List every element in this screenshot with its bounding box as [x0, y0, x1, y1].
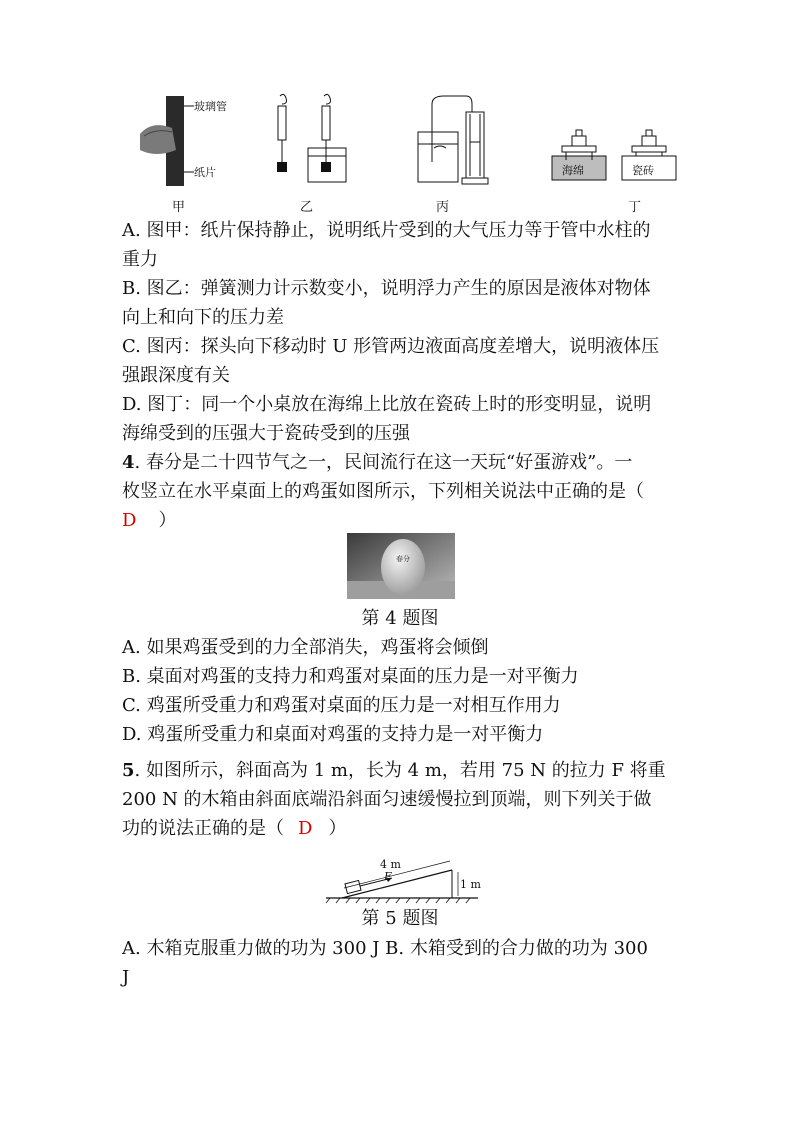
q4-option-b: B. 桌面对鸡蛋的支持力和鸡蛋对桌面的压力是一对平衡力	[122, 666, 579, 687]
q5-options-line1: A. 木箱克服重力做的功为 300 J B. 木箱受到的合力做的功为 300	[122, 938, 648, 959]
caption-ding: 丁	[628, 200, 642, 215]
label-tile: 瓷砖	[632, 164, 654, 177]
q5-stem-text3: 功的说法正确的是（	[122, 818, 284, 839]
label-sponge: 海绵	[562, 164, 584, 177]
q5-number: 5	[122, 760, 135, 781]
q3-option-a-line2: 重力	[122, 249, 158, 270]
egg-photo	[347, 533, 455, 599]
q5-answer: D	[298, 818, 313, 839]
q3-option-c-line2: 强跟深度有关	[122, 365, 230, 386]
q4-answer: D	[122, 510, 137, 531]
q4-close-paren: ）	[158, 510, 177, 531]
incline-height-label: 1 m	[460, 878, 481, 891]
caption-yi: 乙	[300, 200, 314, 215]
q5-stem-line2: 200 N 的木箱由斜面底端沿斜面匀速缓慢拉到顶端，则下列关于做	[122, 789, 652, 810]
label-glass-tube: 玻璃管	[194, 100, 227, 113]
incline-figure	[322, 848, 482, 908]
q5-figure-caption: 第 5 题图	[361, 908, 439, 929]
q3-option-d-line1: D. 图丁：同一个小桌放在海绵上比放在瓷砖上时的形变明显，说明	[122, 394, 652, 415]
q4-stem-line1	[122, 452, 632, 474]
caption-jia: 甲	[172, 200, 186, 215]
q5-stem-line3	[122, 818, 346, 840]
figure-ding	[546, 92, 696, 192]
q4-answer-line	[122, 510, 176, 532]
label-paper: 纸片	[194, 166, 216, 179]
q3-option-d-line2: 海绵受到的压强大于瓷砖受到的压强	[122, 423, 410, 444]
figure-yi	[266, 92, 376, 192]
figure-jia	[132, 92, 242, 192]
q5-options-line2: J	[122, 967, 130, 988]
q4-option-d: D. 鸡蛋所受重力和桌面对鸡蛋的支持力是一对平衡力	[122, 724, 544, 745]
q4-number: 4	[122, 452, 135, 473]
top-figures	[118, 92, 698, 215]
caption-bing: 丙	[436, 200, 450, 215]
q3-option-b-line1: B. 图乙：弹簧测力计示数变小，说明浮力产生的原因是液体对物体	[122, 278, 651, 299]
q3-option-b-line2: 向上和向下的压力差	[122, 307, 284, 328]
q5-close-paren: ）	[328, 818, 347, 839]
force-label: F	[384, 870, 392, 883]
q3-option-a-line1: A. 图甲：纸片保持静止，说明纸片受到的大气压力等于管中水柱的	[122, 220, 651, 241]
q4-figure-caption: 第 4 题图	[361, 608, 439, 629]
q5-stem-text: . 如图所示，斜面高为 1 m，长为 4 m，若用 75 N 的拉力 F 将重	[134, 760, 666, 781]
q4-stem-text: . 春分是二十四节气之一，民间流行在这一天玩“好蛋游戏”。一	[134, 452, 633, 473]
figure-bing	[410, 92, 520, 192]
q5-stem-line1	[122, 760, 666, 782]
egg-text: 春分	[396, 555, 410, 563]
q4-stem-line2: 枚竖立在水平桌面上的鸡蛋如图所示，下列相关说法中正确的是（	[122, 481, 644, 502]
q3-option-c-line1: C. 图丙：探头向下移动时 U 形管两边液面高度差增大，说明液体压	[122, 336, 660, 357]
incline-length-label: 4 m	[380, 858, 401, 871]
q4-option-c: C. 鸡蛋所受重力和鸡蛋对桌面的压力是一对相互作用力	[122, 695, 561, 716]
q4-option-a: A. 如果鸡蛋受到的力全部消失，鸡蛋将会倾倒	[122, 637, 489, 658]
